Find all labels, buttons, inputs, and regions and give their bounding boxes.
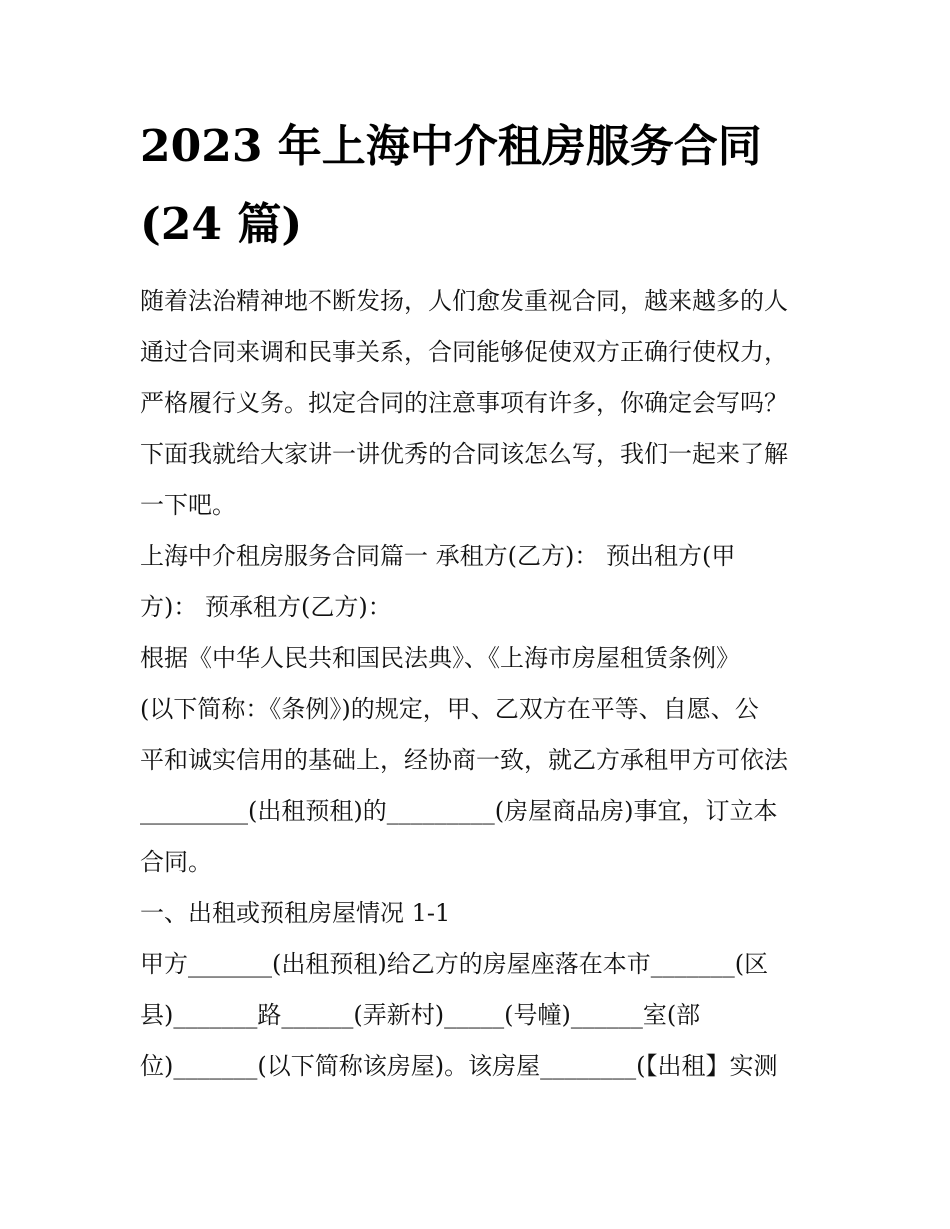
body-line: 下面我就给大家讲一讲优秀的合同该怎么写，我们一起来了解: [140, 440, 788, 468]
body-line: 县)_______路______(弄新村)_____(号幢)______室(部: [140, 1001, 701, 1029]
body-line: 严格履行义务。拟定合同的注意事项有许多，你确定会写吗？: [140, 389, 788, 417]
body-line: 根据《中华人民共和国民法典》、《上海市房屋租赁条例》: [140, 644, 740, 672]
body-line: 通过合同来调和民事关系，合同能够促使双方正确行使权力，: [140, 338, 788, 366]
body-line: 平和诚实信用的基础上，经协商一致，就乙方承租甲方可依法: [140, 746, 788, 774]
body-line: 一下吧。: [140, 491, 236, 519]
body-line: 随着法治精神地不断发扬，人们愈发重视合同，越来越多的人: [140, 287, 788, 315]
body-line: 位)_______(以下简称该房屋)。该房屋________(【出租】实测: [140, 1052, 778, 1080]
body-line: 合同。: [140, 848, 212, 876]
document-body: [140, 276, 830, 1092]
body-line: 方)： 预承租方(乙方)：: [140, 593, 392, 621]
section-heading: 一、出租或预租房屋情况 1-1: [140, 899, 451, 927]
title-line: 2023 年上海中介租房服务合同: [140, 121, 762, 172]
body-line: 上海中介租房服务合同篇一 承租方(乙方)： 预出租方(甲: [140, 542, 736, 570]
body-line: _________(出租预租)的_________(房屋商品房)事宜，订立本: [140, 797, 778, 825]
document-title: [140, 108, 830, 264]
body-line: (以下简称：《条例》)的规定，甲、乙双方在平等、自愿、公: [140, 695, 759, 723]
title-line: (24 篇): [140, 199, 303, 250]
body-line: 甲方_______(出租预租)给乙方的房屋座落在本市_______(区: [140, 950, 769, 978]
